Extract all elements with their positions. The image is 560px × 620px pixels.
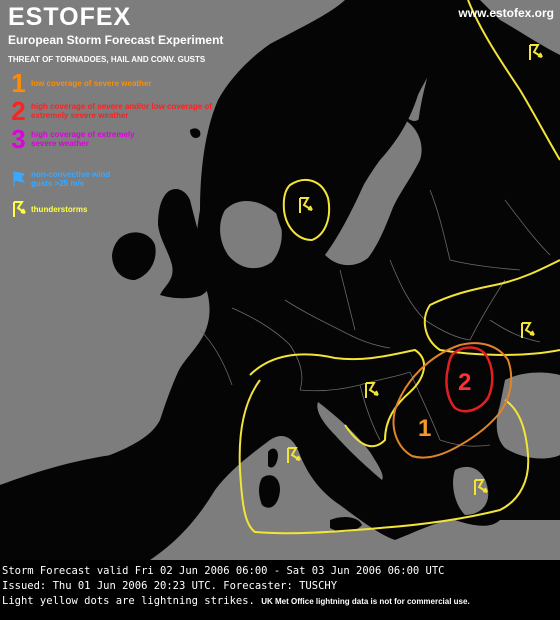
site-url[interactable]: www.estofex.org <box>458 6 554 20</box>
legend-level-1-text: low coverage of severe weather <box>31 78 152 88</box>
brand-title: ESTOFEX <box>8 3 132 31</box>
level-1-label: 1 <box>418 415 432 442</box>
legend-level-3-text: high coverage of extremely severe weather <box>31 130 135 148</box>
lightning-note <box>2 595 470 607</box>
thunderstorm-icon <box>6 200 31 218</box>
legend-thunder <box>6 200 231 218</box>
brand-subtitle: European Storm Forecast Experiment <box>8 33 224 47</box>
legend-heading: THREAT OF TORNADOES, HAIL AND CONV. GUSTS <box>8 55 206 64</box>
lightning-note-text: Light yellow dots are lightning strikes. <box>2 595 255 607</box>
forecast-validity: Storm Forecast valid Fri 02 Jun 2006 06:00 - Sat 03 Jun 2006 06:00 UTC <box>2 565 445 577</box>
legend-level-3-number: 3 <box>11 124 26 154</box>
legend-wind <box>6 170 131 188</box>
forecast-issued: Issued: Thu 01 Jun 2006 20:23 UTC. Forecaster: TUSCHY <box>2 580 338 592</box>
legend-wind-text: non-convective wind gusts >25 m/s <box>31 170 111 188</box>
legend-level-1 <box>6 70 231 96</box>
level-2-label: 2 <box>458 369 472 396</box>
legend-level-2-text: high coverage of severe and/or low coverage of extremely severe weather <box>31 102 212 120</box>
wind-gust-flag-icon <box>6 170 31 188</box>
legend-level-1-number: 1 <box>11 68 26 98</box>
legend-level-3 <box>6 126 141 152</box>
legend-thunder-text: thunderstorms <box>31 204 88 214</box>
legend-level-2 <box>6 98 221 124</box>
black-sea <box>497 373 560 459</box>
lightning-data-disclaimer: UK Met Office lightning data is not for commercial use. <box>261 597 470 606</box>
legend-level-2-number: 2 <box>11 96 26 126</box>
